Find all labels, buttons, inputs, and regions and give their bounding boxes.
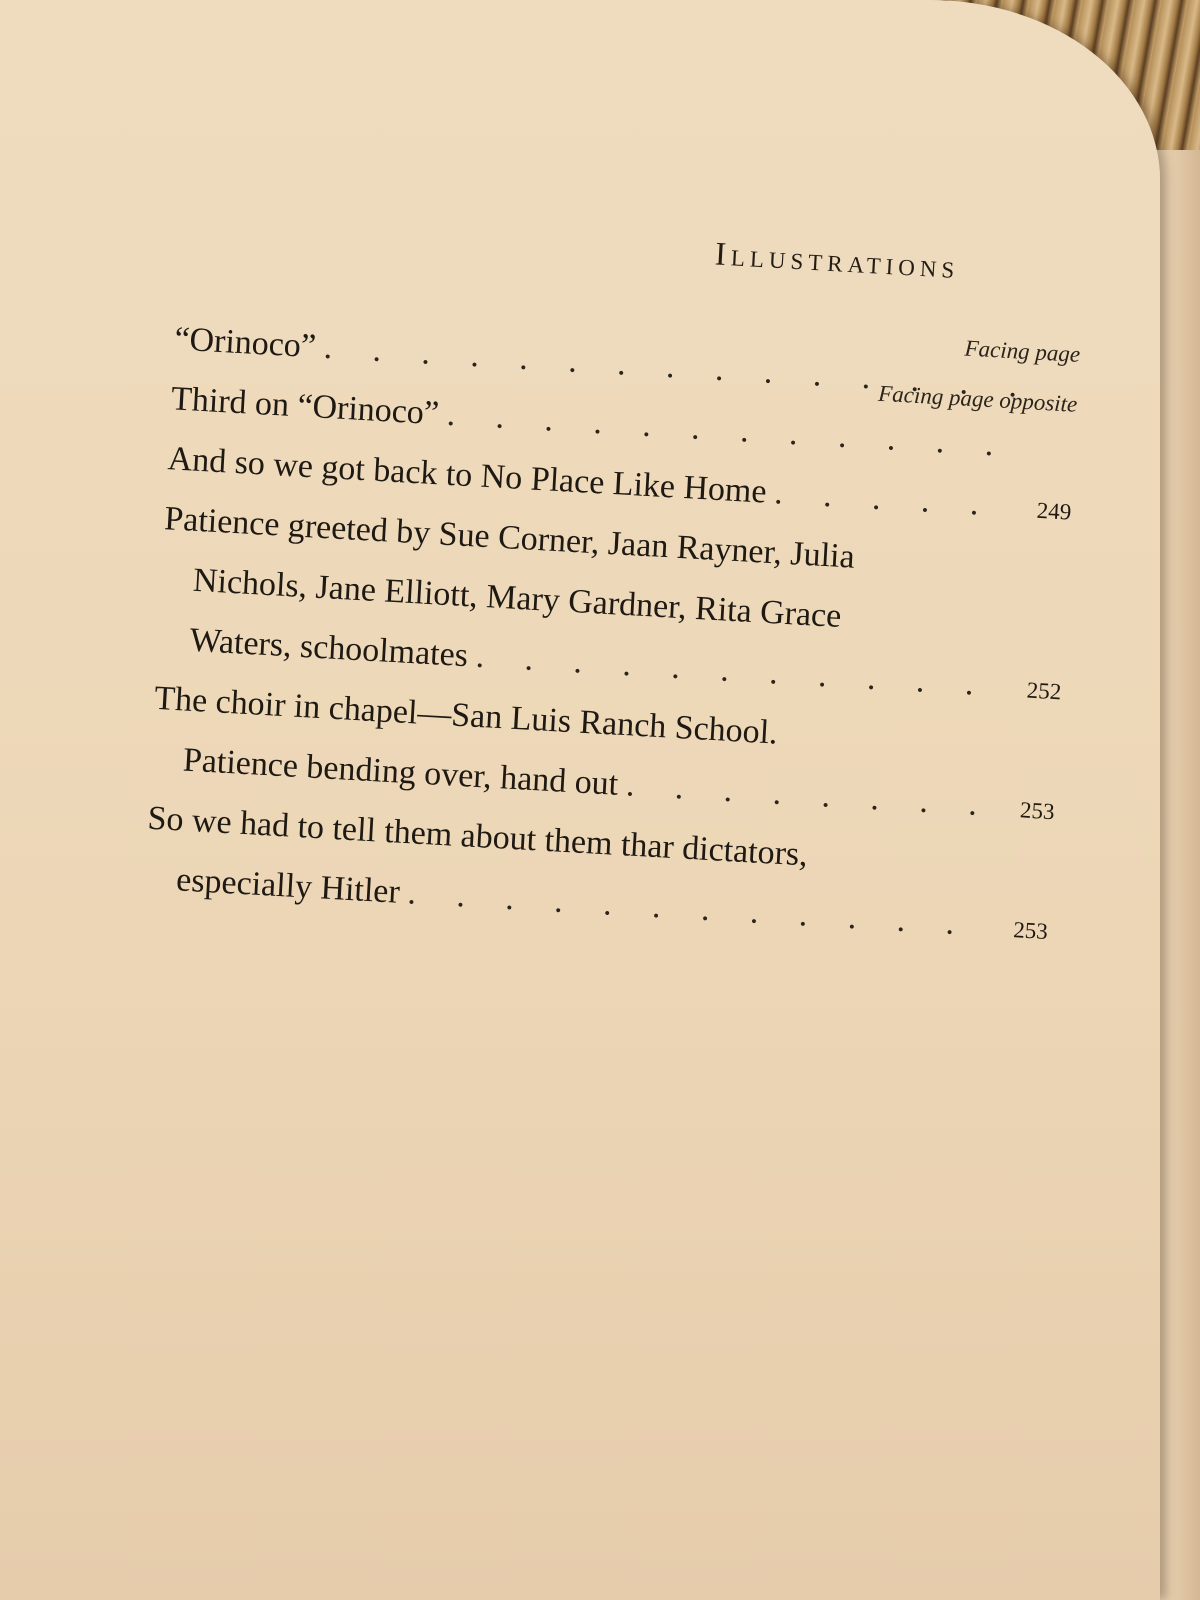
entry-title: Third on “Orinoco” — [170, 380, 440, 433]
facing-page-opposite-label: Facing page opposite — [877, 380, 1078, 417]
entry-title: “Orinoco” — [173, 320, 317, 366]
entry-title-line: So we had to tell them about them thar dictators, — [146, 799, 809, 874]
entry-title-line: The choir in chapel—San Luis Ranch School. — [153, 679, 779, 752]
entry-title-line: Patience bending over, hand out — [182, 741, 620, 803]
page-number: 253 — [1012, 917, 1049, 945]
page-number: 252 — [1026, 677, 1062, 705]
page-number — [1030, 457, 1074, 459]
page-heading: Illustrations — [714, 236, 961, 287]
entry-title-line: especially Hitler — [175, 861, 401, 911]
page-number: 253 — [1019, 797, 1056, 825]
page-number — [1034, 397, 1078, 399]
facing-page-label: Facing page — [963, 335, 1081, 367]
entry-title-line: Nichols, Jane Elliott, Mary Gardner, Rita Grace — [192, 561, 843, 636]
page-number: 249 — [1036, 497, 1072, 525]
entry-title-line: Waters, schoolmates — [188, 621, 469, 675]
entry-title-line: Patience greeted by Sue Corner, Jaan Rayner, Julia — [163, 500, 856, 576]
entry-title: And so we got back to No Place Like Home — [166, 440, 768, 511]
